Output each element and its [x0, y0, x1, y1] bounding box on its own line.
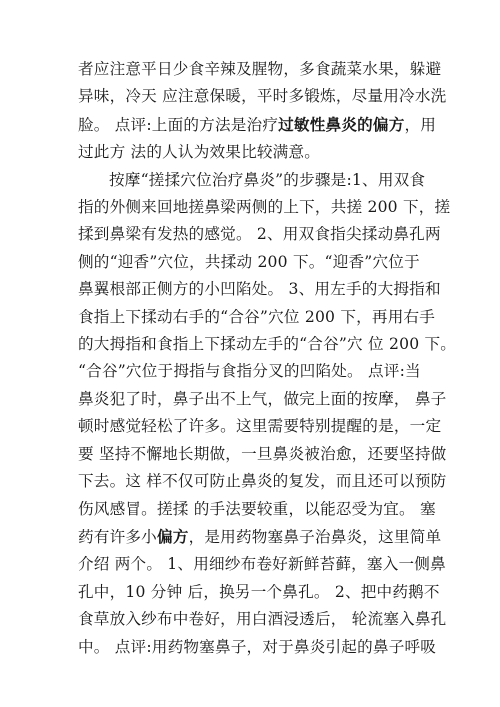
text-segment: ，用	[404, 115, 437, 134]
text-segment: 的大拇指和食指上下揉动左手的“合谷”穴 位 200 下。	[78, 335, 457, 354]
text-segment: 介绍 两个。 1、用细纱布卷好新鲜苔藓，塞入一侧鼻	[78, 555, 446, 574]
text-line	[78, 167, 424, 194]
text-line	[78, 468, 447, 495]
text-line	[78, 551, 446, 578]
text-segment: 鼻翼根部正侧方的小凹陷处。 3、用左手的大拇指和	[78, 280, 441, 299]
text-segment: 要 坚持不懈地长期做，一旦鼻炎被治愈，还要坚持做	[78, 444, 447, 463]
text-line	[78, 331, 457, 358]
text-line	[78, 413, 442, 440]
text-line	[78, 496, 436, 523]
text-segment: 指的外侧来回地搓鼻梁两侧的上下，共搓 200 下，搓	[78, 198, 451, 217]
text-line	[78, 634, 437, 661]
text-segment: 者应注意平日少食辛辣及腥物，多食蔬菜水果，躲避	[78, 60, 442, 78]
text-segment: ，是用药物塞鼻子治鼻炎，这里简单	[188, 527, 442, 546]
text-line	[78, 139, 424, 166]
text-line	[78, 441, 447, 468]
text-segment: 食草放入纱布中卷好，用白酒浸透后， 轮流塞入鼻孔	[78, 610, 447, 629]
text-line	[78, 276, 441, 303]
text-segment: 异味，冷天 应注意保暖，平时多锻炼，尽量用冷水洗	[78, 87, 447, 106]
text-line	[78, 56, 442, 83]
emphasis-text: 过敏性鼻炎的偏方	[278, 114, 405, 134]
text-segment: 侧的“迎香”穴位，共揉动 200 下。“迎香”穴位于	[78, 252, 420, 271]
text-segment: 下去。这 样不仅可防止鼻炎的复发，而且还可以预防	[78, 472, 447, 491]
emphasis-text: 偏方	[156, 526, 189, 546]
text-segment: 按摩“搓揉穴位治疗鼻炎”的步骤是:1、用双食	[109, 170, 426, 189]
text-line	[78, 111, 437, 139]
text-segment: 孔中，10 分钟 后，换另一个鼻孔。 2、把中药鹅不	[78, 582, 440, 601]
text-segment: 伤风感冒。搓揉 的手法要较重，以能忍受为宜。 塞	[78, 499, 436, 518]
text-line	[78, 358, 424, 385]
text-line	[78, 221, 441, 248]
document-body	[78, 56, 457, 661]
text-segment: 过此方 法的人认为效果比较满意。	[78, 143, 321, 162]
text-line	[78, 606, 447, 633]
text-segment: 中。 点评:用药物塞鼻子，对于鼻炎引起的鼻子呼吸	[78, 637, 437, 656]
text-segment: “合谷”穴位于拇指与食指分叉的凹陷处。 点评:当	[78, 362, 421, 381]
text-segment: 顿时感觉轻松了许多。这里需要特别提醒的是，一定	[78, 417, 442, 436]
text-line	[78, 523, 442, 551]
text-segment: 揉到鼻梁有发热的感觉。 2、用双食指尖揉动鼻孔两	[78, 225, 441, 244]
text-line	[78, 249, 424, 276]
text-segment: 脸。 点评:上面的方法是治疗	[78, 115, 279, 134]
text-line	[78, 83, 447, 110]
text-segment: 鼻炎犯了时，鼻子出不上气，做完上面的按摩， 鼻子	[78, 389, 447, 408]
text-segment: 食指上下揉动右手的“合谷”穴位 200 下，再用右手	[78, 307, 436, 326]
text-line	[78, 579, 440, 606]
text-line	[78, 304, 436, 331]
text-line	[78, 194, 451, 221]
text-segment: 药有许多小	[78, 527, 157, 546]
text-line	[78, 386, 447, 413]
